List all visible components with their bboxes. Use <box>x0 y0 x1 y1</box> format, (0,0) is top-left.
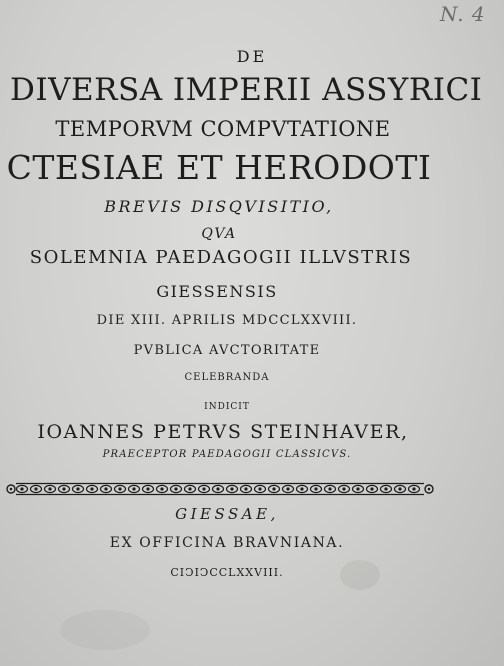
title-line-2: TEMPORVM COMPVTATIONE <box>55 117 391 141</box>
occasion-line-2: GIESSENSIS <box>156 282 278 301</box>
title-de: DE <box>236 47 268 66</box>
occasion-line-6: INDICIT <box>204 402 250 412</box>
occasion-date: DIE XIII. APRILIS MDCCLXXVIII. <box>96 313 358 328</box>
author-role: PRAECEPTOR PAEDAGOGII CLASSICVS. <box>102 449 352 460</box>
ornament-divider-icon <box>6 481 434 497</box>
paper-stain <box>60 610 150 650</box>
occasion-line-4: PVBLICA AVCTORITATE <box>133 343 321 358</box>
shelf-mark: N. 4 <box>440 2 486 26</box>
title-line-3: CTESIAE ET HERODOTI <box>6 148 432 187</box>
title-line-4: BREVIS DISQVISITIO, <box>104 197 334 216</box>
occasion-qua: QVA <box>201 226 237 242</box>
imprint-place: GIESSAE, <box>175 505 279 523</box>
imprint-year: CIↃIↃCCLXXVIII. <box>170 566 284 579</box>
occasion-line-1: SOLEMNIA PAEDAGOGII ILLVSTRIS <box>29 247 413 268</box>
author-name: IOANNES PETRVS STEINHAVER, <box>37 421 409 443</box>
occasion-line-5: CELEBRANDA <box>184 372 270 383</box>
title-line-1: DIVERSA IMPERII ASSYRICI <box>10 72 483 108</box>
imprint-printer: EX OFFICINA BRAVNIANA. <box>109 535 345 551</box>
